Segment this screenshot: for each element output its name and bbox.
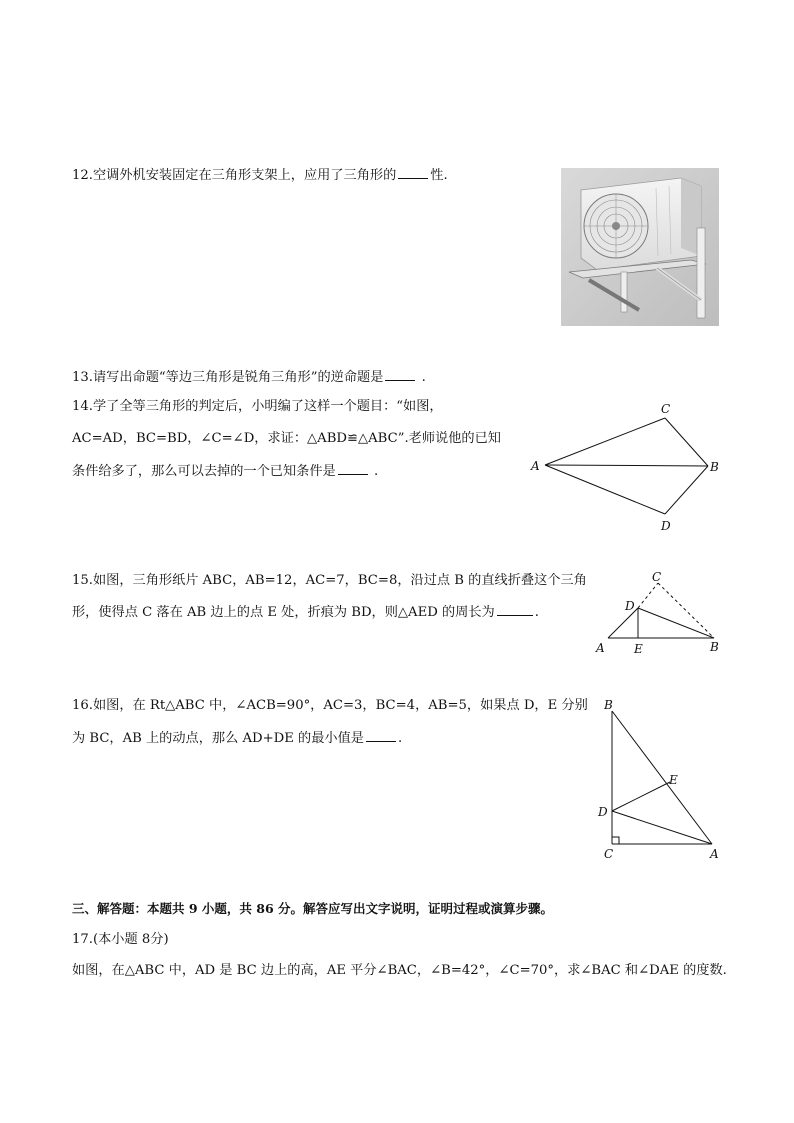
section3-heading: 三、解答题：本题共 9 小题，共 86 分。解答应写出文字说明，证明过程或演算步骤。 bbox=[72, 901, 554, 916]
q15-label-d: D bbox=[625, 599, 635, 613]
q15-figure bbox=[590, 570, 730, 660]
q15-label-c: C bbox=[652, 570, 662, 584]
q14-seg-ad bbox=[545, 465, 665, 514]
q14-line1: 14.学了全等三角形的判定后，小明编了这样一个题目：“如图， bbox=[72, 399, 443, 414]
q15-line2-b: . bbox=[534, 605, 539, 620]
q16-label-d: D bbox=[598, 805, 608, 819]
q16-figure bbox=[590, 695, 730, 865]
q15-seg-cb bbox=[658, 583, 714, 638]
q16-right-angle-mark bbox=[612, 837, 619, 844]
q16-line2-b: . bbox=[397, 731, 403, 746]
q14-blank bbox=[338, 462, 368, 475]
q16-line1: 16.如图，在 Rt△ABC 中，∠ACB=90°，AC=3，BC=4，AB=5，如果点 D，E 分别 bbox=[72, 698, 588, 713]
q13-text-a: 13.请写出命题“等边三角形是锐角三角形”的逆命题是 bbox=[72, 370, 384, 385]
q15-blank bbox=[497, 603, 533, 616]
q14-seg-db bbox=[665, 466, 708, 514]
ac-unit-illustration bbox=[561, 168, 719, 326]
q14-seg-cb bbox=[665, 418, 708, 466]
q14-label-b: B bbox=[710, 460, 719, 474]
q15-label-b: B bbox=[710, 640, 719, 654]
q14-label-c: C bbox=[661, 402, 671, 416]
q14-line3-b: . bbox=[373, 464, 379, 479]
q15-seg-db bbox=[638, 608, 714, 638]
q16-line2 bbox=[72, 729, 402, 748]
q12-blank bbox=[398, 166, 428, 179]
q17-body: 如图，在△ABC 中，AD 是 BC 边上的高，AE 平分∠BAC，∠B=42°，∠C=70°，求∠BAC 和∠DAE 的度数. bbox=[72, 963, 727, 978]
q16-seg-de bbox=[612, 782, 670, 811]
q12-text-b: 性. bbox=[430, 168, 448, 183]
q17-header: 17.(本小题 8分) bbox=[72, 932, 169, 947]
q16-label-a: A bbox=[710, 847, 719, 861]
q12-text bbox=[72, 166, 448, 185]
q14-line3 bbox=[72, 462, 378, 481]
q14-label-d: D bbox=[661, 519, 671, 533]
q16-label-e: E bbox=[669, 773, 678, 787]
q14-label-a: A bbox=[531, 459, 540, 473]
q15-line1: 15.如图，三角形纸片 ABC，AB=12，AC=7，BC=8，沿过点 B 的直线折叠这个三角 bbox=[72, 573, 587, 588]
q16-seg-da bbox=[612, 811, 712, 844]
q14-seg-ab bbox=[545, 465, 708, 466]
q14-seg-ac bbox=[545, 418, 665, 465]
ac-unit-photo bbox=[561, 168, 719, 326]
q14-figure bbox=[525, 398, 725, 538]
q15-label-a: A bbox=[596, 641, 605, 655]
q15-line2-a: 形，使得点 C 落在 AB 边上的点 E 处，折痕为 BD，则△AED 的周长为 bbox=[72, 605, 495, 620]
q13-blank bbox=[385, 368, 415, 381]
q16-line2-a: 为 BC，AB 上的动点，那么 AD+DE 的最小值是 bbox=[72, 731, 364, 746]
q14-line3-a: 条件给多了，那么可以去掉的一个已知条件是 bbox=[72, 464, 336, 479]
q15-seg-dc bbox=[638, 583, 658, 608]
q15-label-e: E bbox=[634, 642, 643, 656]
q12-text-a: 12.空调外机安装固定在三角形支架上，应用了三角形的 bbox=[72, 168, 397, 183]
q14-line2: AC=AD，BC=BD，∠C=∠D，求证：△ABD≌△ABC”.老师说他的已知 bbox=[72, 431, 501, 446]
q13-text bbox=[72, 368, 426, 387]
q16-blank bbox=[366, 729, 396, 742]
q15-line2 bbox=[72, 603, 539, 622]
q16-label-b: B bbox=[604, 698, 613, 712]
q16-label-c: C bbox=[604, 847, 614, 861]
q13-text-b: . bbox=[421, 370, 426, 385]
q16-seg-ba bbox=[612, 711, 712, 844]
